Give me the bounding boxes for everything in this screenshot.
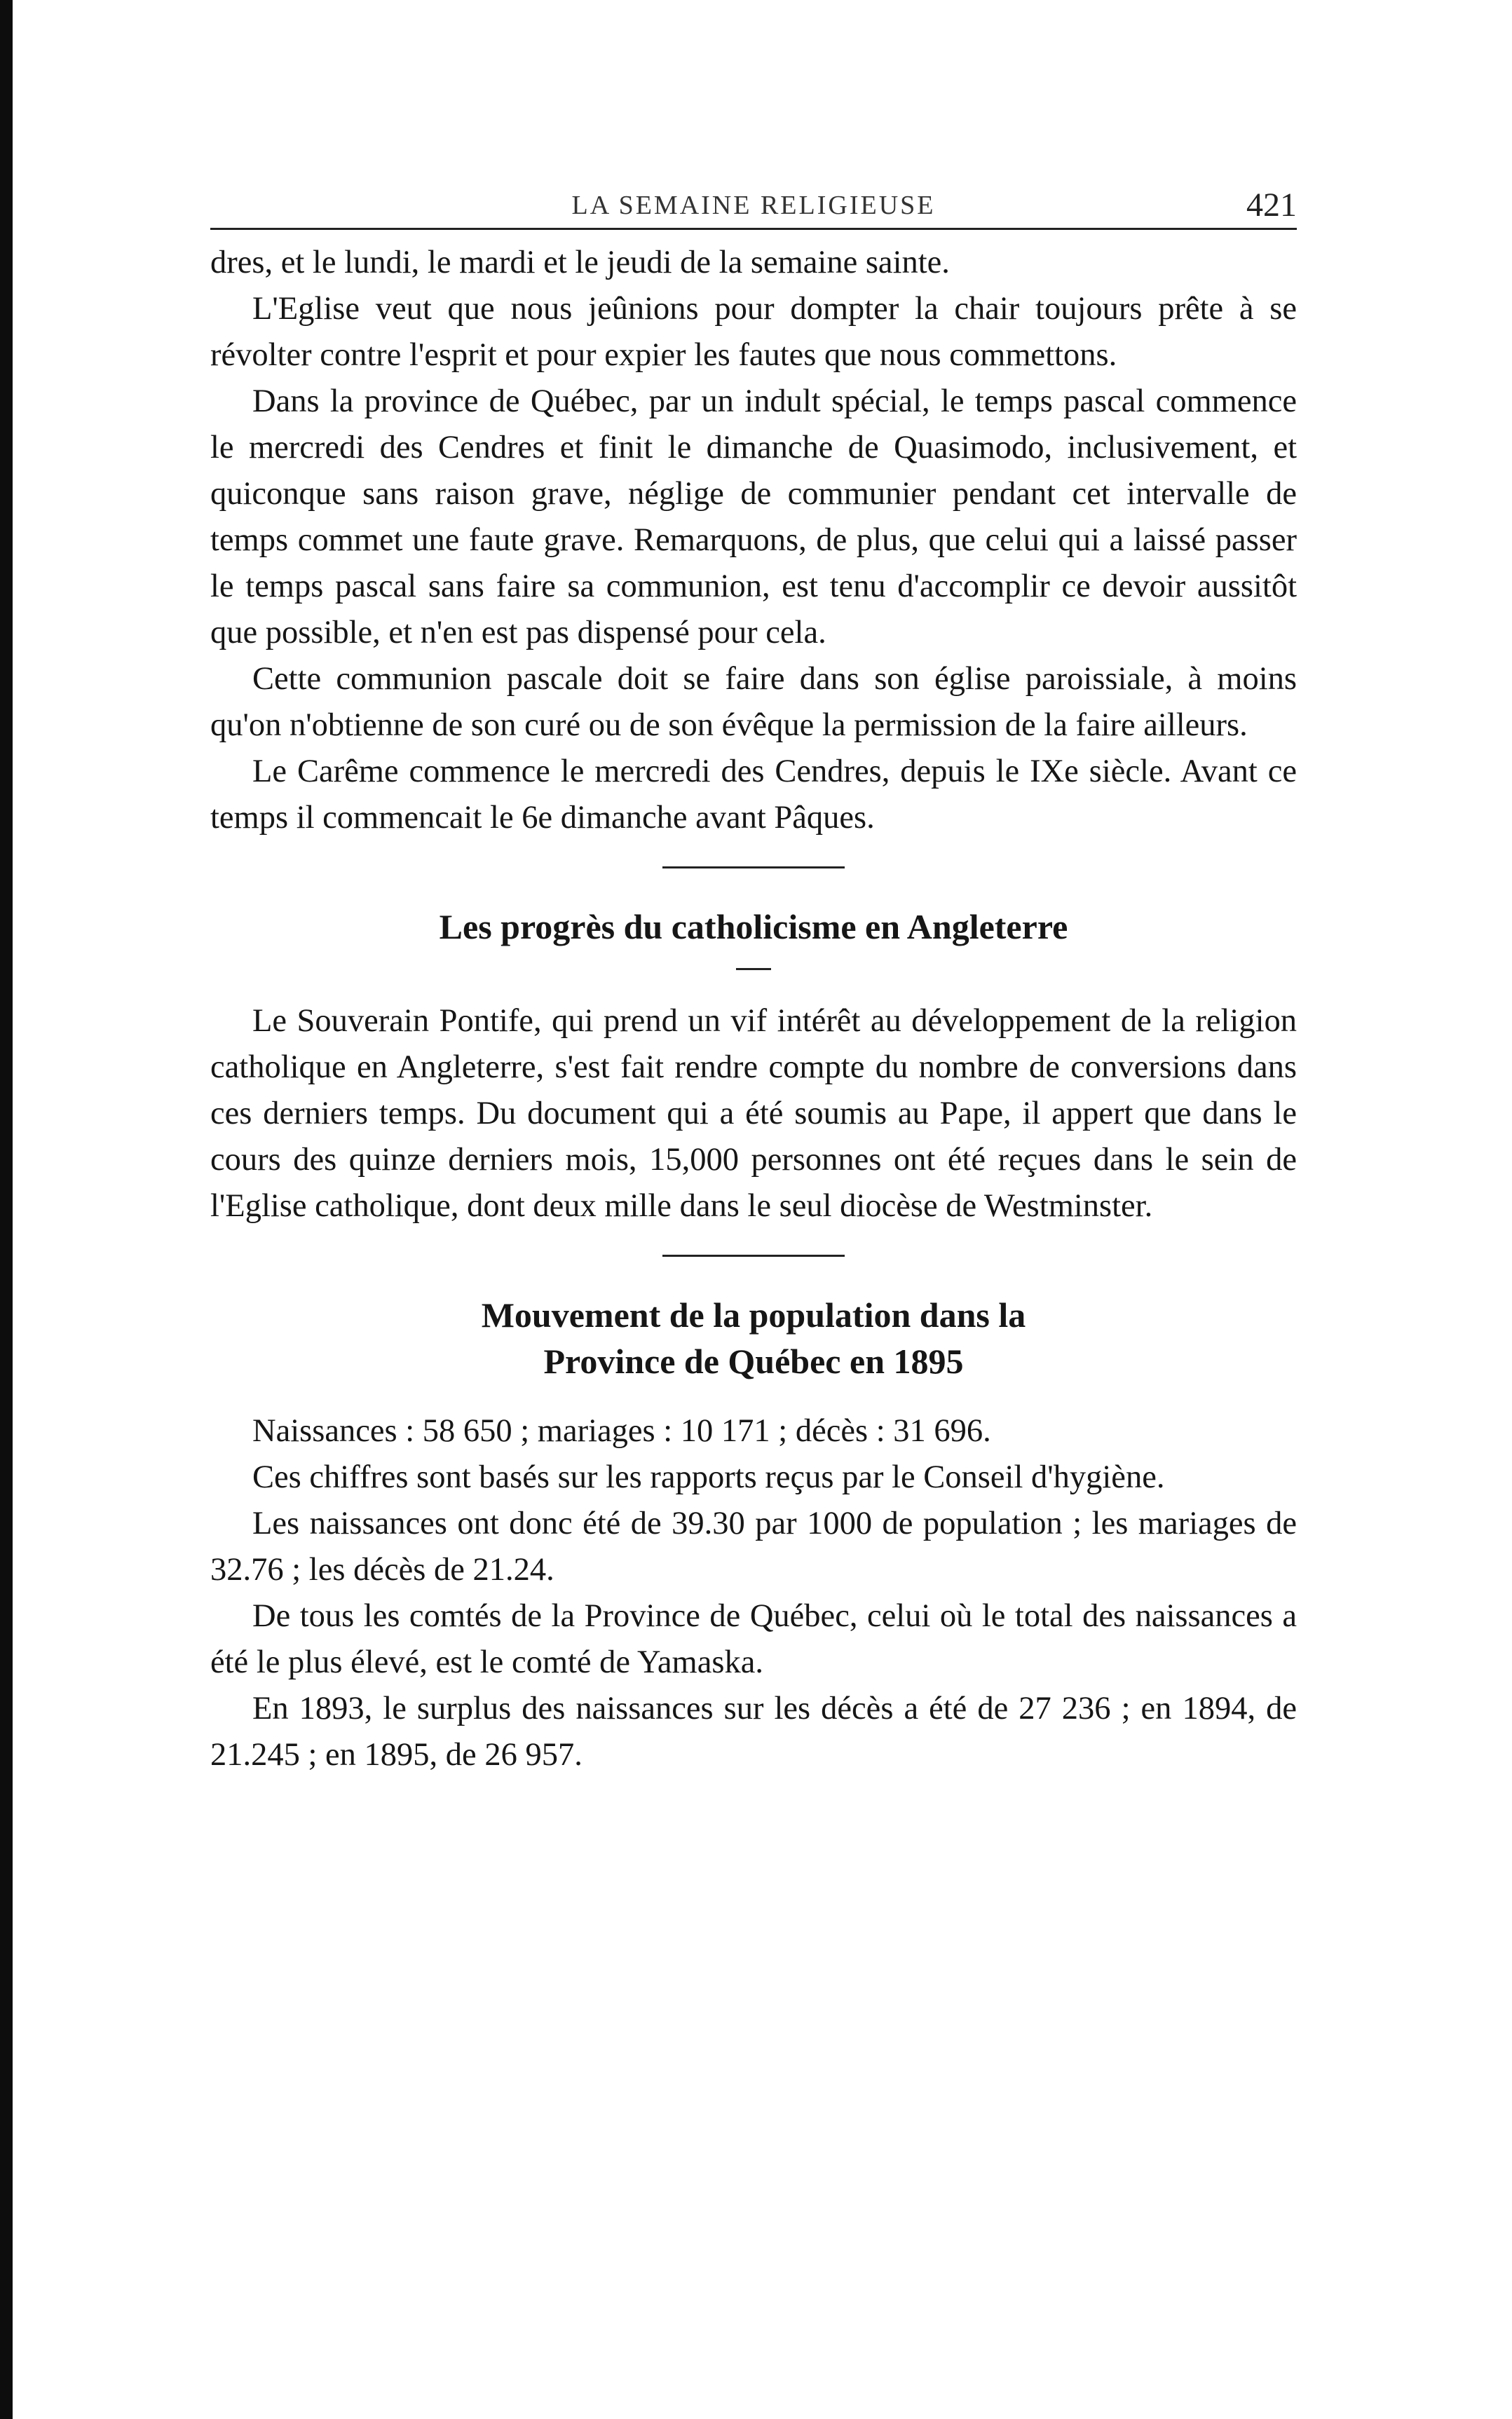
paragraph: Ces chiffres sont basés sur les rapports reçus par le Conseil d'hygiène. (252, 1459, 1165, 1495)
title-dash (736, 968, 771, 970)
book-spine-edge (0, 0, 13, 2419)
article-title-line: Province de Québec en 1895 (543, 1342, 964, 1381)
paragraph: Cette communion pascale doit se faire dans son église paroissiale, à moins qu'on n'obtienne de son curé ou de son évêque la permission de la faire ailleurs. (210, 661, 1297, 743)
running-head: LA SEMAINE RELIGIEUSE (571, 191, 936, 220)
section-divider (662, 866, 845, 868)
page-header (210, 186, 1297, 230)
section-divider (662, 1255, 845, 1257)
section-continuation (210, 240, 1297, 841)
paragraph: Dans la province de Québec, par un indult spécial, le temps pascal commence le mercredi des Cendres et finit le dimanche de Quasimodo, inclusivement, et quiconque sans raison grave, néglige de communier pendant cet intervalle de temps commet une faute grave. Remarquons, de plus, que celui qui a laissé passer le temps pascal sans faire sa communion, est tenu d'accomplir ce devoir aussitôt que possible, et n'en est pas dispensé pour cela. (210, 383, 1297, 650)
paragraph: L'Eglise veut que nous jeûnions pour dompter la chair toujours prête à se révolter contre l'esprit et pour expier les fautes que nous commettons. (210, 291, 1297, 373)
page-number: 421 (1246, 186, 1297, 224)
paragraph: Naissances : 58 650 ; mariages : 10 171 ; décès : 31 696. (252, 1413, 991, 1449)
article-population (210, 1292, 1297, 1778)
paragraph: Le Souverain Pontife, qui prend un vif intérêt au développement de la religion catholique en Angleterre, s'est fait rendre compte du nombre de conversions dans ces derniers temps. Du document qui a été soumis au Pape, il appert que dans le cours des quinze derniers mois, 15,000 personnes ont été reçues dans le sein de l'Eglise catholique, dont deux mille dans le seul diocèse de Westminster. (210, 1003, 1297, 1224)
page (210, 186, 1297, 1778)
paragraph: Le Carême commence le mercredi des Cendres, depuis le IXe siècle. Avant ce temps il commencait le 6e dimanche avant Pâques. (210, 754, 1297, 836)
paragraph: De tous les comtés de la Province de Québec, celui où le total des naissances a été le plus élevé, est le comté de Yamaska. (210, 1598, 1297, 1680)
article-title: Les progrès du catholicisme en Angleterre (439, 907, 1068, 946)
article-title-line: Mouvement de la population dans la (481, 1295, 1026, 1335)
paragraph: Les naissances ont donc été de 39.30 par 1000 de population ; les mariages de 32.76 ; les décès de 21.24. (210, 1506, 1297, 1588)
paragraph: En 1893, le surplus des naissances sur les décès a été de 27 236 ; en 1894, de 21.245 ; en 1895, de 26 957. (210, 1691, 1297, 1773)
article-catholicisme (210, 904, 1297, 1229)
paragraph: dres, et le lundi, le mardi et le jeudi de la semaine sainte. (210, 245, 950, 280)
article-title (210, 1292, 1297, 1384)
